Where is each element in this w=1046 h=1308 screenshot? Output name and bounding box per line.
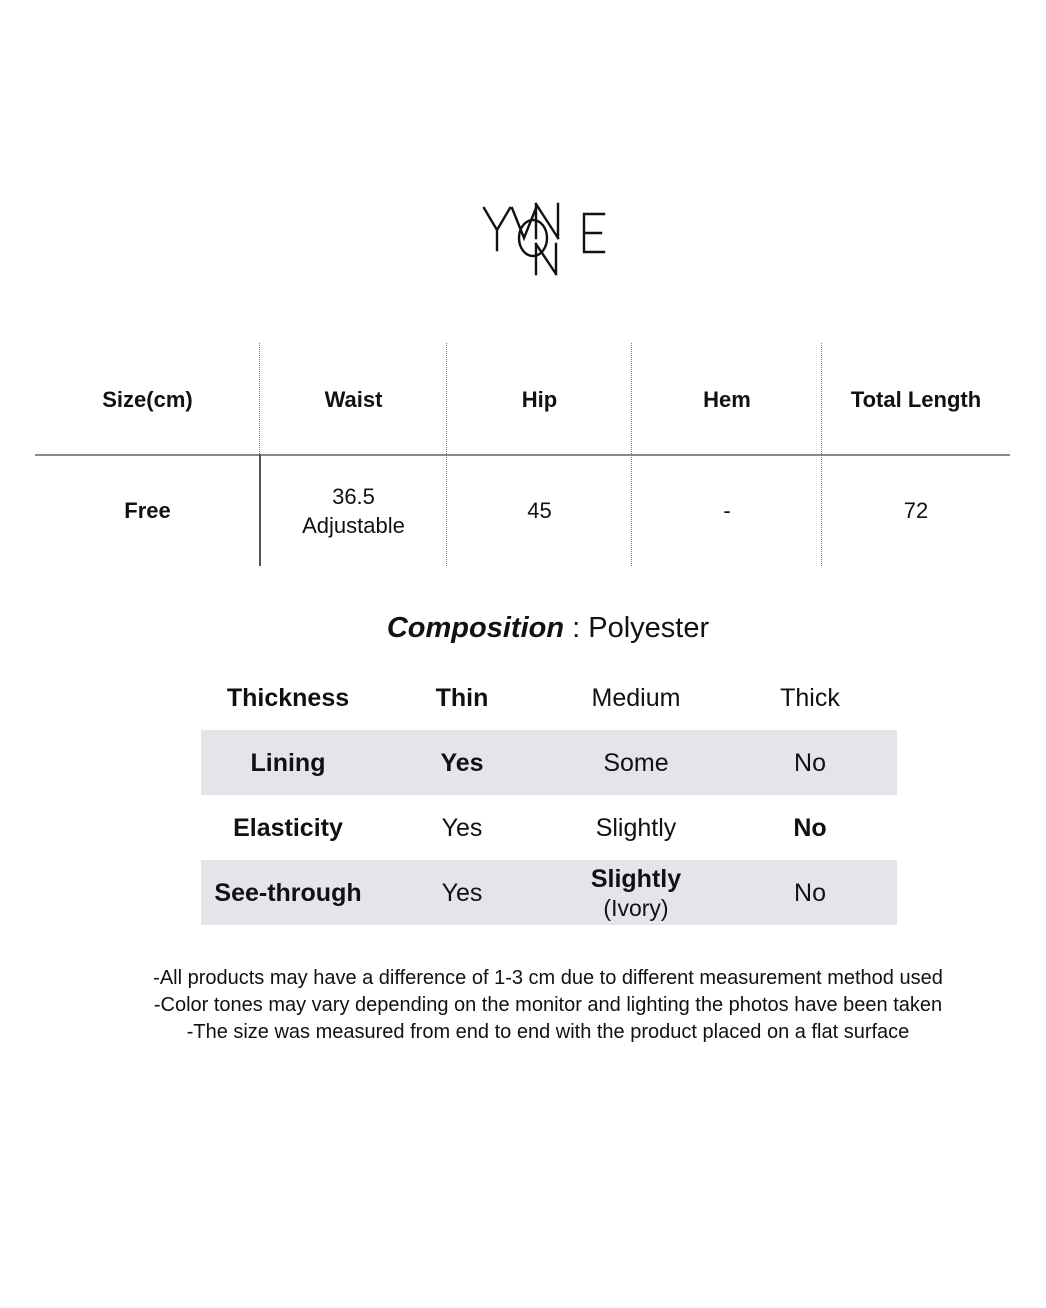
property-option-text: Some [603, 748, 669, 777]
hip-header: Hip [521, 386, 558, 412]
hem-header: Hem [703, 386, 751, 412]
property-option-selected [723, 795, 897, 860]
property-option [549, 730, 723, 795]
size-table [35, 343, 1010, 566]
property-option [549, 795, 723, 860]
property-option-text: No [794, 748, 826, 777]
property-option-text: Thick [780, 683, 840, 712]
care-notes [0, 965, 1046, 1046]
property-option [375, 860, 549, 925]
property-option-selected [549, 860, 723, 925]
property-option [375, 795, 549, 860]
property-option-text: Yes [441, 813, 483, 842]
composition-value: Polyester [588, 612, 710, 644]
composition-separator: : [564, 612, 589, 644]
property-label: Lining [201, 730, 375, 795]
total-length-value: 72 [903, 498, 929, 523]
property-row-lining [201, 730, 897, 795]
size-header: Size(cm) [102, 386, 193, 412]
fabric-properties-table [201, 665, 897, 925]
property-option-note: (Ivory) [603, 894, 669, 921]
property-option-text: Slightly [590, 864, 682, 893]
property-option-text: No [793, 813, 827, 842]
total-length-header: Total Length [850, 386, 982, 412]
brand-logo [470, 192, 620, 284]
property-label: See-through [201, 860, 375, 925]
property-option-selected [375, 730, 549, 795]
property-option-text: Yes [441, 878, 483, 907]
note-line: -All products may have a difference of 1-3 cm due to different measurement method used [153, 967, 943, 989]
composition-label: Composition [386, 612, 565, 644]
property-label: Elasticity [233, 813, 343, 842]
property-row-elasticity [201, 795, 897, 860]
note-line: -Color tones may vary depending on the monitor and lighting the photos have been taken [153, 994, 943, 1016]
size-free: Free [124, 498, 171, 523]
property-option-text: No [794, 878, 826, 907]
waist-cell [260, 455, 447, 566]
property-option-text: Slightly [595, 813, 677, 842]
property-option-text: Medium [591, 683, 681, 712]
property-option [549, 665, 723, 730]
waist-note: Adjustable [302, 512, 405, 538]
property-option-text: Thin [435, 683, 489, 712]
property-row-see-through [201, 860, 897, 925]
property-option [723, 730, 897, 795]
property-label: Thickness [226, 683, 350, 712]
property-option [723, 860, 897, 925]
hip-value: 45 [527, 498, 552, 523]
waist-value: 36.5 [332, 483, 375, 509]
composition [0, 608, 1046, 648]
hem-value: - [723, 498, 731, 523]
property-option-text: Yes [440, 748, 484, 777]
property-option-selected [375, 665, 549, 730]
property-option [723, 665, 897, 730]
property-row-thickness [201, 665, 897, 730]
column-divider [259, 343, 260, 454]
brand-logo-mark [470, 192, 620, 284]
waist-header: Waist [324, 386, 383, 412]
note-line: -The size was measured from end to end with the product placed on a flat surface [186, 1021, 910, 1043]
